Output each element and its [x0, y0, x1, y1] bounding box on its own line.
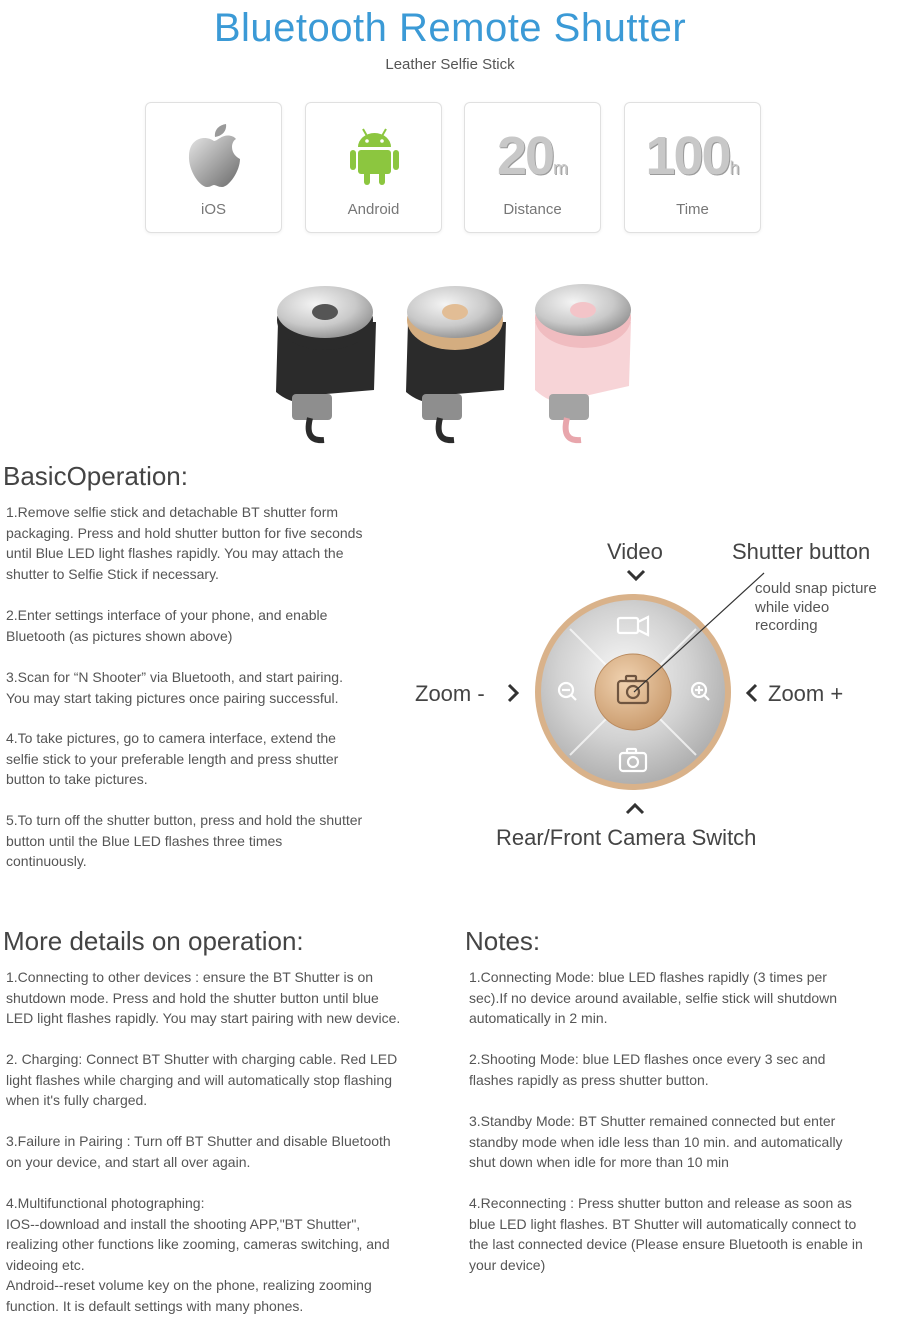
- product-black: [276, 286, 376, 440]
- notes-item-2: 2.Shooting Mode: blue LED flashes once every 3 sec and flashes rapidly as press shutter button.: [469, 1051, 826, 1088]
- notes-item-4: 4.Reconnecting : Press shutter button and release as soon as blue LED light flashes. BT Shutter will automatically connect to the last connected device (Please ensure Bluetooth is enable in your device): [469, 1195, 863, 1273]
- page-subtitle: Leather Selfie Stick: [385, 56, 515, 73]
- feature-label: Time: [676, 201, 709, 218]
- product-gold: [406, 286, 506, 440]
- basic-operation-step-3: 3.Scan for “N Shooter” via Bluetooth, and start pairing. You may start taking pictures once pairing successful.: [6, 669, 343, 706]
- zoom-minus-label: Zoom -: [415, 681, 485, 706]
- feature-distance: [464, 102, 601, 233]
- more-details-item-4: 4.Multifunctional photographing: IOS--download and install the shooting APP,"BT Shutter", realizing other functions like zooming, cameras switching, and videoing etc. Android--reset volume key on the phone, realizing zooming function. It is default settings with many phones.: [6, 1195, 390, 1314]
- zoom-minus-arrow-icon: [509, 685, 517, 701]
- product-pink: [535, 284, 631, 440]
- more-details-item-3: 3.Failure in Pairing : Turn off BT Shutter and disable Bluetooth on your device, and start all over again.: [6, 1133, 391, 1170]
- shutter-diagram: [410, 535, 900, 855]
- feature-cards: [145, 102, 765, 234]
- basic-operation-step-2: 2.Enter settings interface of your phone, and enable Bluetooth (as pictures shown above): [6, 607, 328, 644]
- feature-label: Distance: [503, 201, 562, 218]
- feature-android: [305, 102, 442, 233]
- feature-label: iOS: [200, 201, 226, 218]
- more-details-item-1: 1.Connecting to other devices : ensure the BT Shutter is on shutdown mode. Press and hold the shutter button until blue LED light flashes rapidly. You may start pairing with new device.: [6, 969, 401, 1026]
- shutter-button-label: Shutter button: [732, 539, 871, 564]
- notes-item-1: 1.Connecting Mode: blue LED flashes rapidly (3 times per sec).If no device around available, selfie stick will shutdown automatically in 2 min.: [469, 969, 838, 1026]
- basic-operation-step-1: 1.Remove selfie stick and detachable BT shutter form packaging. Press and hold shutter button for five seconds until Blue LED light flashes rapidly. You may attach the shutter to Selfie Stick if necessary.: [6, 504, 363, 582]
- notes-title: Notes:: [465, 926, 541, 956]
- more-details-title: More details on operation:: [3, 926, 304, 956]
- feature-time: [624, 102, 761, 233]
- product-images: [270, 282, 640, 452]
- page-title: Bluetooth Remote Shutter: [213, 6, 687, 50]
- apple-icon: [146, 121, 283, 193]
- video-label: Video: [607, 539, 663, 564]
- distance-value: 20m: [496, 126, 569, 186]
- basic-operation-step-5: 5.To turn off the shutter button, press and hold the shutter button until the Blue LED flashes three times continuously.: [6, 812, 363, 869]
- basic-operation-title: BasicOperation:: [3, 461, 188, 491]
- zoom-plus-label: Zoom +: [768, 681, 844, 706]
- basic-operation-step-4: 4.To take pictures, go to camera interface, extend the selfie stick to your preferable length and press shutter button to take pictures.: [6, 730, 339, 787]
- feature-label: Android: [347, 201, 400, 218]
- feature-ios: [145, 102, 282, 233]
- video-arrow-icon: [628, 571, 644, 579]
- more-details-item-2: 2. Charging: Connect BT Shutter with charging cable. Red LED light flashes while charging and will automatically stop flashing when it's fully charged.: [6, 1051, 398, 1108]
- camera-switch-label: Rear/Front Camera Switch: [496, 825, 757, 850]
- notes-item-3: 3.Standby Mode: BT Shutter remained connected but enter standby mode when idle less than 10 min. and automatically shut down when idle for more than 10 min: [469, 1113, 843, 1170]
- zoom-plus-arrow-icon: [748, 685, 756, 701]
- android-icon: [306, 121, 443, 193]
- shutter-note: could snap picture while video recording: [755, 580, 877, 634]
- camera-switch-arrow-icon: [627, 805, 643, 813]
- time-value: 100h: [645, 126, 740, 186]
